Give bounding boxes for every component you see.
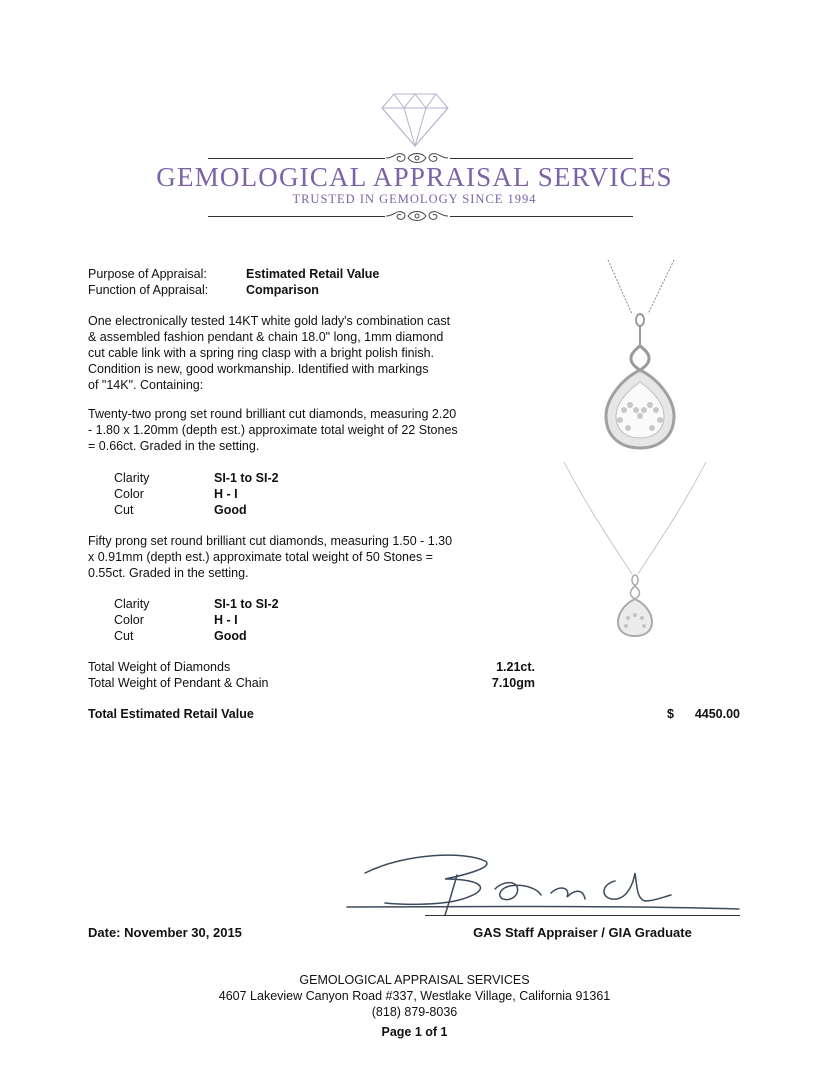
purpose-label: Purpose of Appraisal: [88, 267, 207, 281]
stone-group-1-description [88, 406, 498, 454]
appraiser-title: GAS Staff Appraiser / GIA Graduate [473, 925, 692, 940]
scroll-ornament-icon [384, 207, 450, 225]
appraiser-signature [345, 845, 745, 925]
description-line: Condition is new, good workmanship. Identified with markings [88, 362, 429, 376]
description-line: of "14K". Containing: [88, 378, 204, 392]
header-rule-bottom-left [208, 216, 385, 217]
pendant-closeup-photo [596, 260, 686, 460]
total-retail-value: 4450.00 [694, 707, 740, 721]
footer-phone: (818) 879-8036 [371, 1005, 458, 1019]
grade-value-cut: Good [214, 629, 247, 643]
grade-label-cut: Cut [114, 503, 134, 517]
grade-value-clarity: SI-1 to SI-2 [214, 597, 279, 611]
total-pendant-label: Total Weight of Pendant & Chain [88, 676, 269, 690]
diamond-outline-icon [380, 92, 450, 148]
description-line: One electronically tested 14KT white gold lady's combination cast [88, 314, 451, 328]
grade-value-color: H - I [214, 487, 238, 501]
header-rule-top-right [450, 158, 633, 159]
grade-label-cut: Cut [114, 629, 134, 643]
total-diamonds-value: 1.21ct. [496, 660, 535, 674]
org-title: GEMOLOGICAL APPRAISAL SERVICES [156, 162, 673, 192]
stone-line: = 0.66ct. Graded in the setting. [88, 439, 260, 453]
item-description [88, 313, 498, 393]
header-rule-bottom-right [450, 216, 633, 217]
stone-line: - 1.80 x 1.20mm (depth est.) approximate total weight of 22 Stones [88, 423, 458, 437]
grade-label-color: Color [114, 487, 144, 501]
description-line: & assembled fashion pendant & chain 18.0" long, 1mm diamond [88, 330, 444, 344]
footer-company: GEMOLOGICAL APPRAISAL SERVICES [299, 973, 530, 987]
stone-line: Fifty prong set round brilliant cut diamonds, measuring 1.50 - 1.30 [88, 534, 453, 548]
grade-value-clarity: SI-1 to SI-2 [214, 471, 279, 485]
currency-symbol: $ [667, 707, 674, 721]
footer-address: 4607 Lakeview Canyon Road #337, Westlake Village, California 91361 [218, 989, 611, 1003]
stone-line: x 0.91mm (depth est.) approximate total weight of 50 Stones = [88, 550, 433, 564]
grade-label-clarity: Clarity [114, 471, 150, 485]
header-rule-top-left [208, 158, 385, 159]
signature-line [425, 915, 740, 916]
appraisal-date: Date: November 30, 2015 [88, 925, 242, 940]
grade-value-cut: Good [214, 503, 247, 517]
grade-label-color: Color [114, 613, 144, 627]
purpose-value: Estimated Retail Value [246, 267, 380, 281]
description-line: cut cable link with a spring ring clasp with a bright polish finish. [88, 346, 435, 360]
pendant-chain-photo [560, 462, 710, 642]
org-tagline: TRUSTED IN GEMOLOGY SINCE 1994 [292, 192, 537, 206]
grade-value-color: H - I [214, 613, 238, 627]
total-pendant-value: 7.10gm [491, 676, 535, 690]
stone-group-2-description [88, 533, 498, 581]
stone-line: 0.55ct. Graded in the setting. [88, 566, 249, 580]
total-retail-label: Total Estimated Retail Value [88, 707, 254, 721]
function-label: Function of Appraisal: [88, 283, 209, 297]
page-number: Page 1 of 1 [381, 1025, 448, 1039]
stone-line: Twenty-two prong set round brilliant cut diamonds, measuring 2.20 [88, 407, 457, 421]
total-diamonds-label: Total Weight of Diamonds [88, 660, 231, 674]
function-value: Comparison [246, 283, 319, 297]
grade-label-clarity: Clarity [114, 597, 150, 611]
